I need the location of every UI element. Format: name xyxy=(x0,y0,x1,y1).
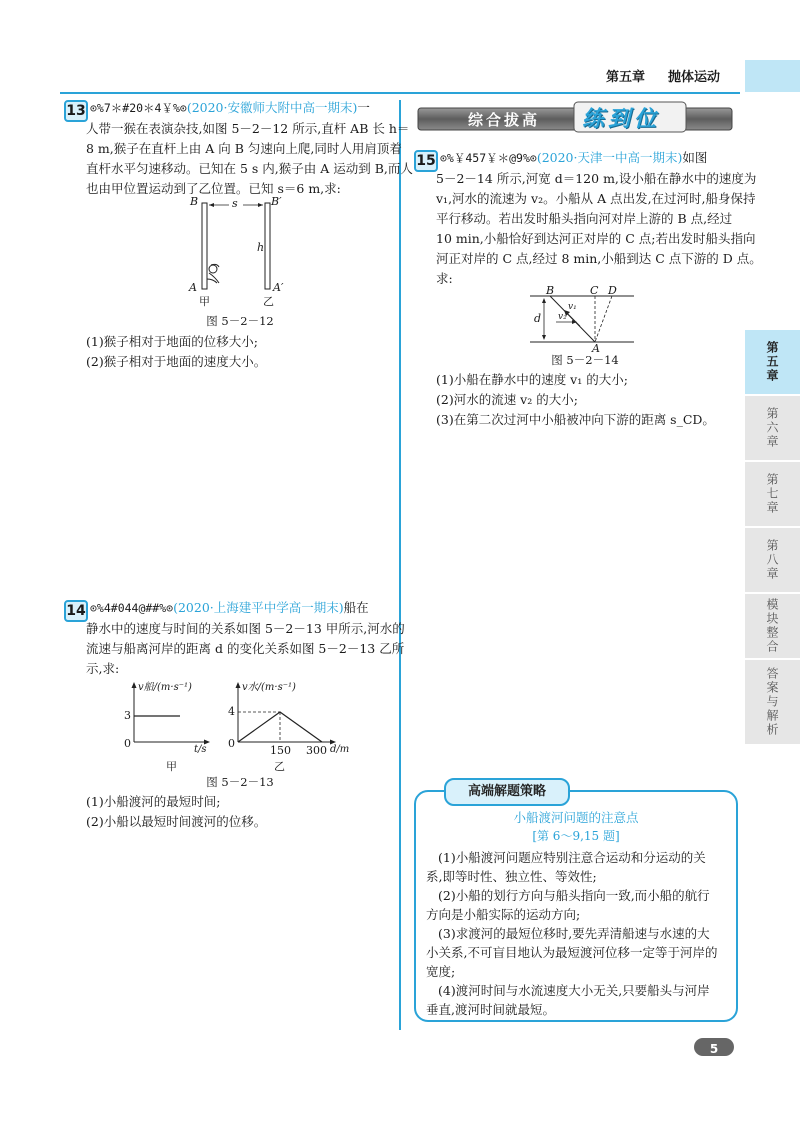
s-arrow-left xyxy=(209,203,214,207)
fig12-label-a: A xyxy=(189,281,197,294)
fig13-right-zero: 0 xyxy=(228,737,235,750)
fig14-label-d-width: d xyxy=(534,312,542,325)
fig12-label-ap: A′ xyxy=(273,281,284,294)
q14-sub-1: (1)小船渡河的最短时间; xyxy=(86,794,221,809)
banner-badge: 练到位 xyxy=(582,107,661,132)
fig13-left-y-label: v船/(m·s⁻¹) xyxy=(138,682,192,693)
q15-line-2: v₁,河水的流速为 v₂。小船从 A 点出发,在过河时,船身保持 xyxy=(436,191,756,206)
fig14-label-v2: v₂ xyxy=(558,312,567,322)
q15-first-line xyxy=(440,148,707,169)
q14-caption: 图 5－2－13 xyxy=(206,775,274,789)
q14-number: 14 xyxy=(64,600,88,622)
fig12-label-bp: B′ xyxy=(271,195,282,208)
strategy-tag xyxy=(444,778,570,806)
fig12-label-jia: 甲 xyxy=(199,295,210,308)
banner-title: 综合拔高 xyxy=(468,111,541,129)
strategy-tag-text: 高端解题策略 xyxy=(467,784,546,799)
column-divider xyxy=(399,100,401,1030)
header-corner-block xyxy=(745,60,800,92)
q14-line-3: 示,求: xyxy=(86,661,120,676)
q13-caption: 图 5－2－12 xyxy=(206,314,274,328)
strategy-title: 小船渡河问题的注意点 xyxy=(513,810,639,825)
fig13-right-yi: 乙 xyxy=(274,760,285,773)
q14-source: (2020·上海建平中学高一期末) xyxy=(173,600,344,615)
header-title: 抛体运动 xyxy=(668,70,721,85)
q15-line-3: 平行移动。若出发时船头指向河对岸上游的 B 点,经过 xyxy=(436,211,733,226)
strategy-line-4: 方向是小船实际的运动方向; xyxy=(426,907,581,922)
side-tab-chapter5[interactable]: 第五章 xyxy=(745,330,800,394)
q15-line-5: 河正对岸的 C 点,经过 8 min,小船到达 C 点下游的 D 点。 xyxy=(436,251,762,266)
v1-vector xyxy=(566,312,580,326)
page-number-text: 5 xyxy=(709,1042,719,1056)
strategy-line-3: (2)小船的划行方向与船头指向一致,而小船的航行 xyxy=(438,888,710,903)
fig13-right-end: 300 xyxy=(306,744,327,757)
strategy-line-2: 系,即等时性、独立性、等效性; xyxy=(426,869,597,884)
q15-codes: ⊙%￥457￥＊@9%⊙ xyxy=(440,151,537,165)
banner-background xyxy=(416,100,734,134)
path-ad xyxy=(595,296,612,342)
q13-line-4: 也由甲位置运动到了乙位置。已知 s＝6 m,求: xyxy=(86,181,341,196)
q15-caption: 图 5－2－14 xyxy=(551,353,619,367)
fig14-label-c: C xyxy=(590,284,599,297)
fig13-right-y-label: v水/(m·s⁻¹) xyxy=(242,682,296,693)
q15-source: (2020·天津一中高一期末) xyxy=(536,150,683,165)
fig12-label-s: s xyxy=(232,197,238,210)
side-tab-chapter7[interactable]: 第七章 xyxy=(745,462,800,526)
strategy-line-8: (4)渡河时间与水流速度大小无关,只要船头与河岸 xyxy=(438,983,710,998)
q14-line-0: 船在 xyxy=(343,600,369,615)
q15-line-6: 求: xyxy=(436,271,453,286)
q15-line-4: 10 min,小船恰好到达河正对岸的 C 点;若出发时船头指向 xyxy=(436,231,756,246)
fig12-label-yi: 乙 xyxy=(263,295,274,308)
q15-number: 15 xyxy=(414,150,438,172)
fig12-label-b: B xyxy=(190,195,199,208)
fig13-right-mid: 150 xyxy=(270,744,291,757)
fig13-left-x-label: t/s xyxy=(194,744,207,755)
q13-line-0: 一 xyxy=(357,100,370,115)
q14-first-line xyxy=(90,598,369,619)
left-y-arrow xyxy=(132,682,137,688)
monkey-icon xyxy=(207,264,219,283)
q13-source: (2020·安徽师大附中高一期末) xyxy=(186,100,358,115)
q15-sub-1: (1)小船在静水中的速度 v₁ 的大小; xyxy=(436,372,628,387)
d-arrow-up xyxy=(542,298,546,303)
right-y-arrow xyxy=(236,682,241,688)
q13-first-line xyxy=(90,98,370,119)
strategy-line-6: 小关系,不可盲目地认为最短渡河位移一定等于河岸的 xyxy=(426,945,718,960)
figure-5-2-12 xyxy=(185,195,295,307)
strategy-line-7: 宽度; xyxy=(426,964,456,979)
fig14-label-v1: v₁ xyxy=(568,302,577,312)
q15-line-1: 5－2－14 所示,河宽 d＝120 m,设小船在静水中的速度为 xyxy=(436,171,757,186)
q13-line-3: 直杆水平匀速移动。已知在 5 s 内,猴子由 A 运动到 B,而人 xyxy=(86,161,413,176)
fig12-label-h: h xyxy=(257,241,265,254)
q14-sub-2: (2)小船以最短时间渡河的位移。 xyxy=(86,814,267,829)
q14-line-1: 静水中的速度与时间的关系如图 5－2－13 甲所示,河水的 xyxy=(86,621,405,636)
side-tab-chapter8[interactable]: 第八章 xyxy=(745,528,800,592)
fig14-label-a: A xyxy=(592,342,600,355)
fig13-left-zero: 0 xyxy=(124,737,131,750)
figure-5-2-13 xyxy=(110,676,360,772)
q13-line-2: 8 m,猴子在直杆上由 A 向 B 匀速向上爬,同时人用肩顶着 xyxy=(86,141,402,156)
page-header xyxy=(0,60,800,96)
s-arrow-right xyxy=(258,203,263,207)
side-tab-answers[interactable]: 答案与解析 xyxy=(745,660,800,744)
header-chapter: 第五章 xyxy=(606,70,646,85)
strategy-line-1: (1)小船渡河问题应特别注意合运动和分运动的关 xyxy=(438,850,706,865)
q15-line-0: 如图 xyxy=(682,150,708,165)
fig13-right-val: 4 xyxy=(228,705,235,718)
q13-sub-1: (1)猴子相对于地面的位移大小; xyxy=(86,334,258,349)
pole-apbp xyxy=(265,203,270,289)
q15-sub-2: (2)河水的流速 v₂ 的大小; xyxy=(436,392,578,407)
fig13-left-val: 3 xyxy=(124,709,131,722)
figure-5-2-14 xyxy=(520,284,640,354)
q14-codes: ⊙%4#044@##%⊙ xyxy=(90,601,174,615)
section-banner xyxy=(416,100,734,134)
strategy-line-9: 垂直,渡河时间就最短。 xyxy=(426,1002,555,1017)
q14-line-2: 流速与船离河岸的距离 d 的变化关系如图 5－2－13 乙所 xyxy=(86,641,405,656)
pole-ab xyxy=(202,203,207,289)
fig14-label-b: B xyxy=(546,284,555,297)
header-rule xyxy=(60,92,740,94)
side-tab-chapter6[interactable]: 第六章 xyxy=(745,396,800,460)
q13-line-1: 人带一猴在表演杂技,如图 5－2－12 所示,直杆 AB 长 h＝ xyxy=(86,121,410,136)
q13-sub-2: (2)猴子相对于地面的速度大小。 xyxy=(86,354,267,369)
strategy-box xyxy=(414,784,738,1022)
page-number xyxy=(694,1038,734,1056)
strategy-line-5: (3)求渡河的最短位移时,要先弄清船速与水速的大 xyxy=(438,926,710,941)
q13-codes: ⊙%7＊#20＊4￥%⊙ xyxy=(90,101,187,115)
strategy-subtitle: [第 6～9,15 题] xyxy=(532,829,620,843)
q15-sub-3: (3)在第二次过河中小船被冲向下游的距离 s_CD。 xyxy=(436,412,715,427)
q13-number: 13 xyxy=(64,100,88,122)
fig14-label-d: D xyxy=(608,284,617,297)
fig13-right-x-label: d/m xyxy=(330,744,350,755)
d-arrow-down xyxy=(542,335,546,340)
fig13-left-jia: 甲 xyxy=(166,760,177,773)
side-tab-module[interactable]: 模块整合 xyxy=(745,594,800,658)
